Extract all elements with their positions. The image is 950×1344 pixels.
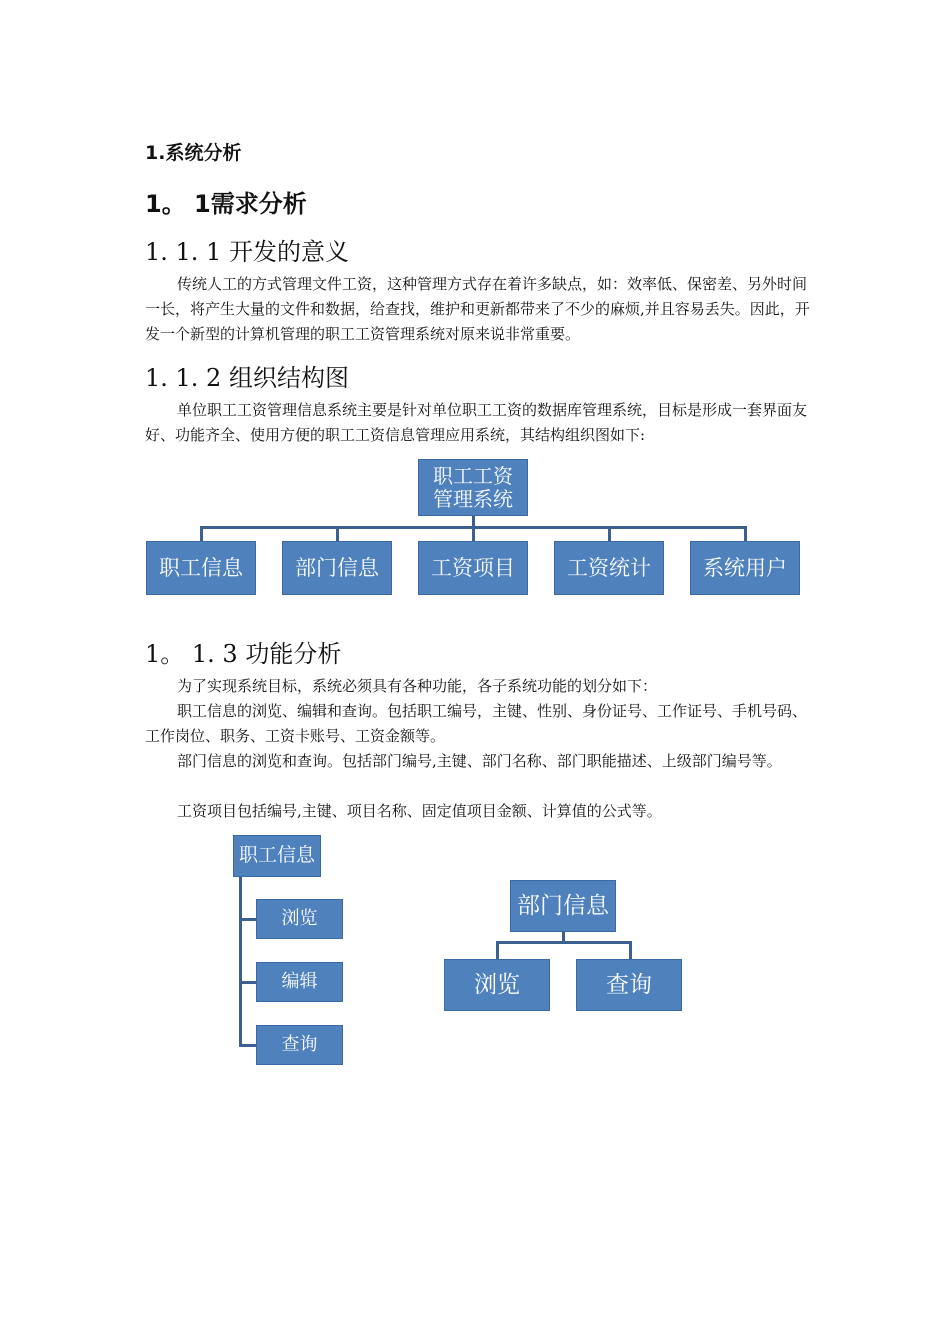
org-root-line1: 职工工资 bbox=[433, 463, 513, 488]
org-root-line2: 管理系统 bbox=[433, 486, 513, 511]
section-heading-1-1-1: 1. 1. 1 开发的意义 bbox=[145, 238, 349, 266]
paragraph-staff-info: 职工信息的浏览、编辑和查询。包括职工编号，主键、性别、身份证号、工作证号、手机号码、工作岗位、职务、工资卡账号、工资金额等。 bbox=[145, 702, 808, 745]
staff-chart-trunk bbox=[239, 877, 242, 1047]
org-child-dept-info: 部门信息 bbox=[282, 541, 392, 595]
staff-chart-branch bbox=[239, 918, 256, 921]
org-child-staff-info: 职工信息 bbox=[146, 541, 256, 595]
dept-chart-connector-drop bbox=[496, 941, 499, 959]
org-connector-drop bbox=[472, 526, 475, 541]
org-child-system-users: 系统用户 bbox=[690, 541, 800, 595]
section-heading-1-1-3: 1。 1. 3 功能分析 bbox=[145, 640, 342, 668]
section-heading-1: 1.系统分析 bbox=[145, 142, 242, 164]
dept-chart-connector-drop bbox=[629, 941, 632, 959]
staff-chart-edit: 编辑 bbox=[256, 962, 343, 1002]
staff-chart-branch bbox=[239, 1044, 256, 1047]
paragraph-org-intro: 单位职工工资管理信息系统主要是针对单位职工工资的数据库管理系统，目标是形成一套界面友好、功能齐全、使用方便的职工工资信息管理应用系统，其结构组织图如下: bbox=[145, 401, 808, 444]
staff-chart-query: 查询 bbox=[256, 1025, 343, 1065]
staff-chart-branch bbox=[239, 981, 256, 984]
paragraph-salary-items: 工资项目包括编号,主键、项目名称、固定值项目金额、计算值的公式等。 bbox=[177, 802, 662, 820]
paragraph-function-intro: 为了实现系统目标，系统必须具有各种功能，各子系统功能的划分如下： bbox=[177, 677, 658, 695]
org-child-salary-stats: 工资统计 bbox=[554, 541, 664, 595]
section-heading-1-1: 1。 1需求分析 bbox=[145, 190, 307, 218]
dept-chart-query: 查询 bbox=[576, 959, 682, 1011]
org-connector-drop bbox=[200, 526, 203, 541]
paragraph-significance: 传统人工的方式管理文件工资，这种管理方式存在着许多缺点，如：效率低、保密差、另外时间一长，将产生大量的文件和数据，给查找，维护和更新都带来了不少的麻烦,并且容易丢失。因此，开发一个新型的计算机管理的职工工资管理系统对原来说非常重要。 bbox=[145, 275, 810, 343]
org-connector-drop bbox=[744, 526, 747, 541]
org-connector-drop bbox=[608, 526, 611, 541]
org-root-box bbox=[418, 459, 528, 516]
dept-chart-connector-horizontal bbox=[496, 941, 632, 944]
staff-chart-root: 职工信息 bbox=[233, 835, 321, 877]
staff-chart-browse: 浏览 bbox=[256, 899, 343, 939]
dept-chart-browse: 浏览 bbox=[444, 959, 550, 1011]
org-child-salary-items: 工资项目 bbox=[418, 541, 528, 595]
paragraph-dept-info: 部门信息的浏览和查询。包括部门编号,主键、部门名称、部门职能描述、上级部门编号等。 bbox=[177, 752, 782, 770]
dept-chart-root: 部门信息 bbox=[510, 880, 616, 932]
org-connector-drop bbox=[336, 526, 339, 541]
section-heading-1-1-2: 1. 1. 2 组织结构图 bbox=[145, 364, 349, 392]
